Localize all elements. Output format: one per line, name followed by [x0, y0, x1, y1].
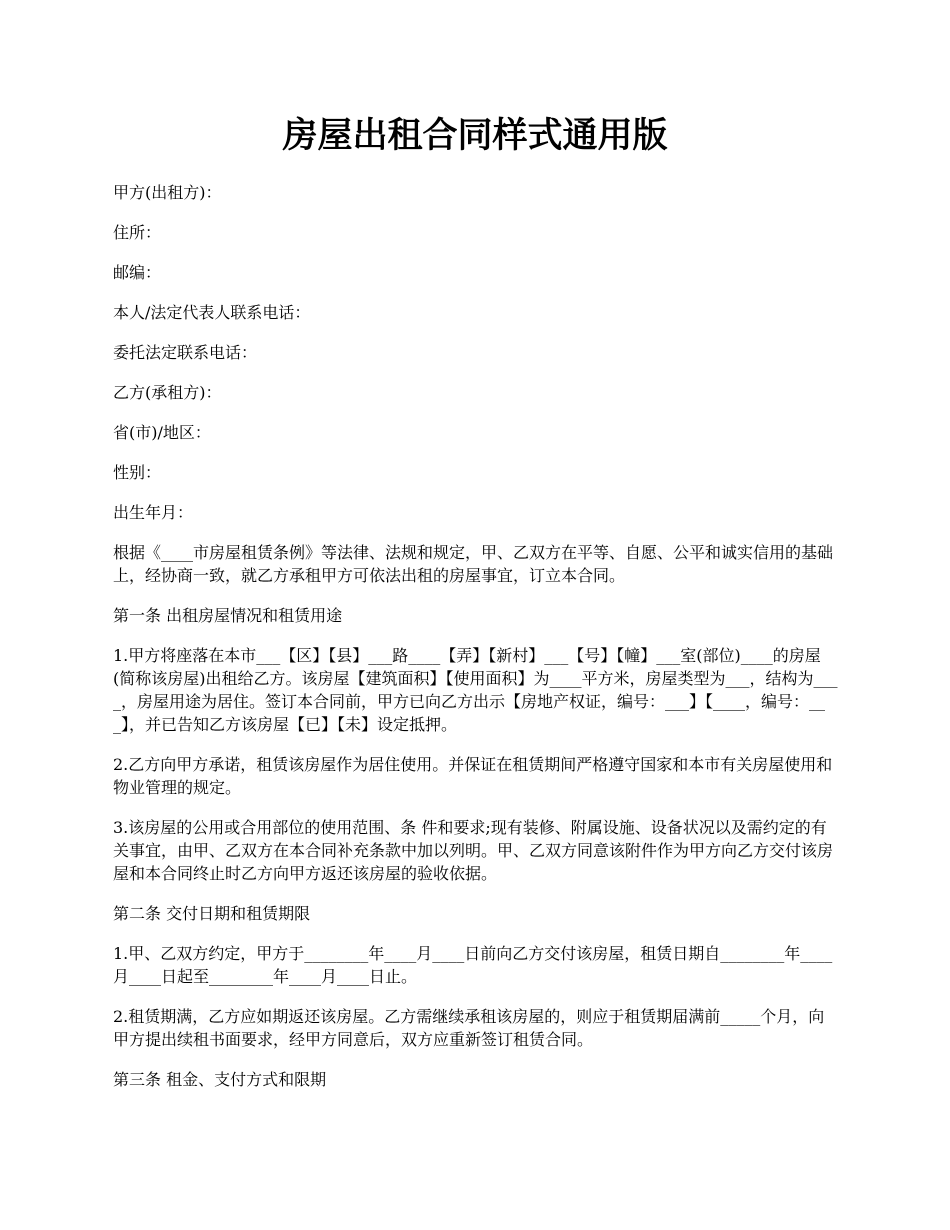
preamble-paragraph: 根据《____市房屋租赁条例》等法律、法规和规定，甲、乙双方在平等、自愿、公平和诚实信用的基础上，经协商一致，就乙方承租甲方可依法出租的房屋事宜，订立本合同。 [113, 543, 834, 585]
article-2-heading: 第二条 交付日期和租赁期限 [113, 904, 311, 923]
gender-label: 性别： [113, 463, 162, 482]
document-body [113, 181, 838, 1108]
address-label: 住所： [113, 223, 162, 242]
birth-date-label: 出生年月： [113, 503, 194, 522]
article-2-clause-1: 1.甲、乙双方约定，甲方于________年____月____日前向乙方交付该房屋，租赁日期自________年____月____日起至________年____月____日止。 [113, 944, 833, 986]
article-2-clause-2: 2.租赁期满，乙方应如期返还该房屋。乙方需继续承租该房屋的，则应于租赁期届满前_____个月，向甲方提出续租书面要求，经甲方同意后，双方应重新签订租赁合同。 [113, 1007, 825, 1049]
postcode-label: 邮编： [113, 263, 162, 282]
region-label: 省(市)/地区： [113, 423, 211, 442]
article-3-heading: 第三条 租金、支付方式和限期 [113, 1070, 327, 1089]
document-title: 房屋出租合同样式通用版 [282, 115, 668, 156]
article-1-clause-2: 2.乙方向甲方承诺，租赁该房屋作为居住使用。并保证在租赁期间严格遵守国家和本市有关房屋使用和物业管理的规定。 [113, 755, 833, 797]
article-1-clause-1: 1.甲方将座落在本市___【区】【县】___路____【弄】【新村】___【号】【幢】___室(部位)____的房屋(简称该房屋)出租给乙方。该房屋【建筑面积】【使用面积】为____平方米，房屋类型为___，结构为____，房屋用途为居住。签订本合同前，甲方已向乙方出示【房地产权证，编号：___】【____，编号：___】，并已告知乙方该房屋【已】【未】设定抵押。 [113, 646, 838, 734]
agent-phone-label: 委托法定联系电话： [113, 343, 258, 362]
article-1-heading: 第一条 出租房屋情况和租赁用途 [113, 606, 343, 625]
party-a-label: 甲方(出租方)： [113, 183, 222, 202]
party-b-label: 乙方(承租方)： [113, 383, 222, 402]
article-1-clause-3: 3.该房屋的公用或合用部位的使用范围、条 件和要求;现有装修、附属设施、设备状况以及需约定的有关事宜，由甲、乙双方在本合同补充条款中加以列明。甲、乙双方同意该附件作为甲方向乙方交付该房屋和本合同终止时乙方向甲方返还该房屋的验收依据。 [113, 818, 834, 883]
legal-rep-phone-label: 本人/法定代表人联系电话： [113, 303, 311, 322]
